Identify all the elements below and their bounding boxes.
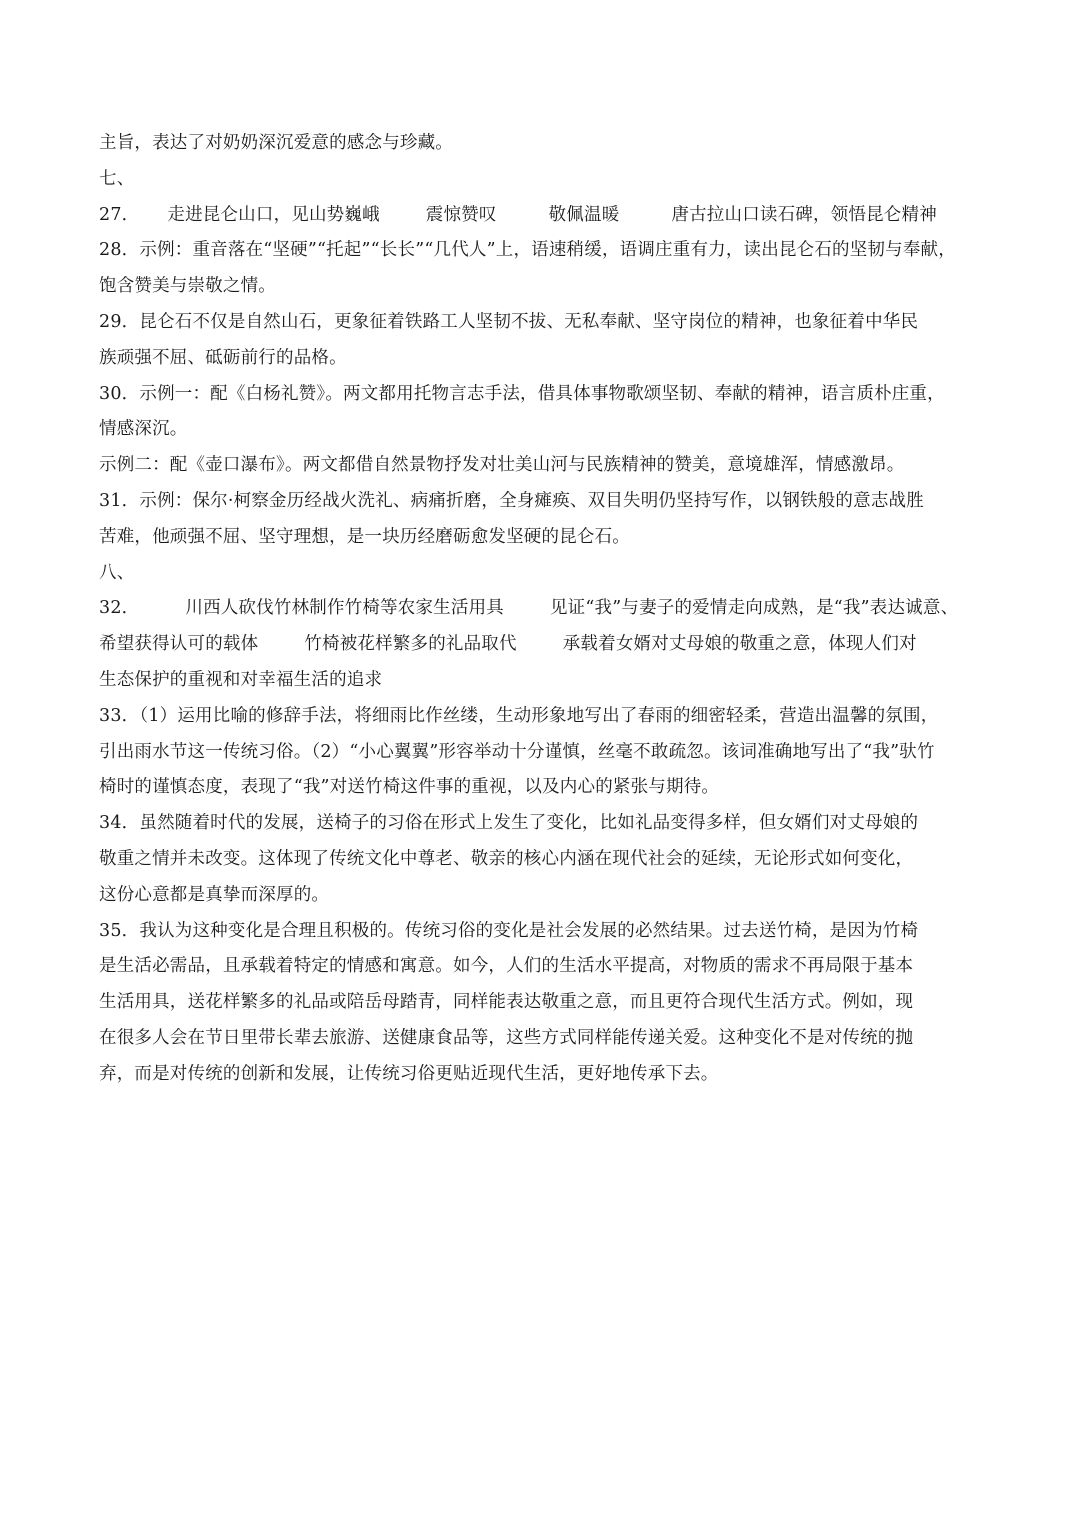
section-heading-7: 七、 [99, 168, 135, 189]
text-line: 情感深沉。 [99, 419, 188, 440]
text-line: 33．（1）运用比喻的修辞手法，将细雨比作丝缕，生动形象地写出了春雨的细密轻柔，营造出温馨的氛围， [99, 705, 939, 726]
answer-32-line-1 [99, 591, 989, 627]
q32-answer-1: 川西人砍伐竹林制作竹椅等农家生活用具 [185, 598, 504, 619]
text-line: 这份心意都是真挚而深厚的。 [99, 884, 330, 905]
text-line: 引出雨水节这一传统习俗。（2）“小心翼翼”形容举动十分谨慎，丝毫不敢疏忽。该词准确地写出了“我”驮竹 [99, 741, 935, 762]
text-line: 35．我认为这种变化是合理且积极的。传统习俗的变化是社会发展的必然结果。过去送竹椅，是因为竹椅 [99, 920, 919, 941]
section-heading-8: 八、 [99, 562, 135, 583]
text-line: 生活用具，送花样繁多的礼品或陪岳母踏青，同样能表达敬重之意，而且更符合现代生活方式。例如，现 [99, 992, 914, 1013]
text-line: 28．示例：重音落在“坚硬”“托起”“长长”“几代人”上，语速稍缓，语调庄重有力，读出昆仑石的坚韧与奉献， [99, 240, 956, 261]
text-line: 30．示例一：配《白杨礼赞》。两文都用托物言志手法，借具体事物歌颂坚韧、奉献的精神，语言质朴庄重， [99, 383, 945, 404]
text-line: 29．昆仑石不仅是自然山石，更象征着铁路工人坚韧不拔、无私奉献、坚守岗位的精神，也象征着中华民 [99, 311, 919, 332]
q32-number: 32． [99, 598, 140, 619]
text-line: 主旨，表达了对奶奶深沉爱意的感念与珍藏。 [99, 133, 453, 153]
text-line: 31．示例：保尔·柯察金历经战火洗礼、病痛折磨，全身瘫痪、双目失明仍坚持写作，以钢铁般的意志战胜 [99, 490, 924, 511]
answer-text [99, 126, 989, 1093]
text-line: 34．虽然随着时代的发展，送椅子的习俗在形式上发生了变化，比如礼品变得多样，但女婿们对丈母娘的 [99, 813, 919, 834]
text-line: 生态保护的重视和对幸福生活的追求 [99, 669, 383, 690]
answer-27 [99, 198, 989, 234]
q32-answer-4: 承载着女婿对丈母娘的敬重之意，体现人们对 [562, 634, 917, 655]
text-line: 敬重之情并未改变。这体现了传统文化中尊老、敬亲的核心内涵在现代社会的延续，无论形式如何变化， [99, 848, 914, 869]
q27-answer-4: 唐古拉山口读石碑，领悟昆仑精神 [671, 204, 937, 225]
answer-32-line-2 [99, 627, 989, 663]
q27-answer-2: 震惊赞叹 [425, 204, 497, 225]
text-line: 示例二：配《壶口瀑布》。两文都借自然景物抒发对壮美山河与民族精神的赞美，意境雄浑，情感激昂。 [99, 455, 905, 476]
q27-number: 27． [99, 204, 140, 225]
q27-answer-1: 走进昆仑山口，见山势巍峨 [167, 204, 380, 225]
text-line: 是生活必需品，且承载着特定的情感和寓意。如今，人们的生活水平提高，对物质的需求不再局限于基本 [99, 956, 914, 977]
text-line: 弃，而是对传统的创新和发展，让传统习俗更贴近现代生活，更好地传承下去。 [99, 1063, 719, 1084]
text-line: 椅时的谨慎态度，表现了“我”对送竹椅这件事的重视，以及内心的紧张与期待。 [99, 777, 720, 798]
q32-answer-3: 竹椅被花样繁多的礼品取代 [304, 634, 517, 655]
text-line: 苦难，他顽强不屈、坚守理想，是一块历经磨砺愈发坚硬的昆仑石。 [99, 526, 630, 547]
q32-answer-2: 见证“我”与妻子的爱情走向成熟，是“我”表达诚意、 [549, 598, 959, 619]
text-line: 在很多人会在节日里带长辈去旅游、送健康食品等，这些方式同样能传递关爱。这种变化不是对传统的抛 [99, 1027, 914, 1048]
text-line: 饱含赞美与崇敬之情。 [99, 276, 276, 297]
q27-answer-3: 敬佩温暖 [548, 204, 620, 225]
q32-answer-2-cont: 希望获得认可的载体 [99, 634, 259, 655]
text-line: 族顽强不屈、砥砺前行的品格。 [99, 347, 347, 368]
